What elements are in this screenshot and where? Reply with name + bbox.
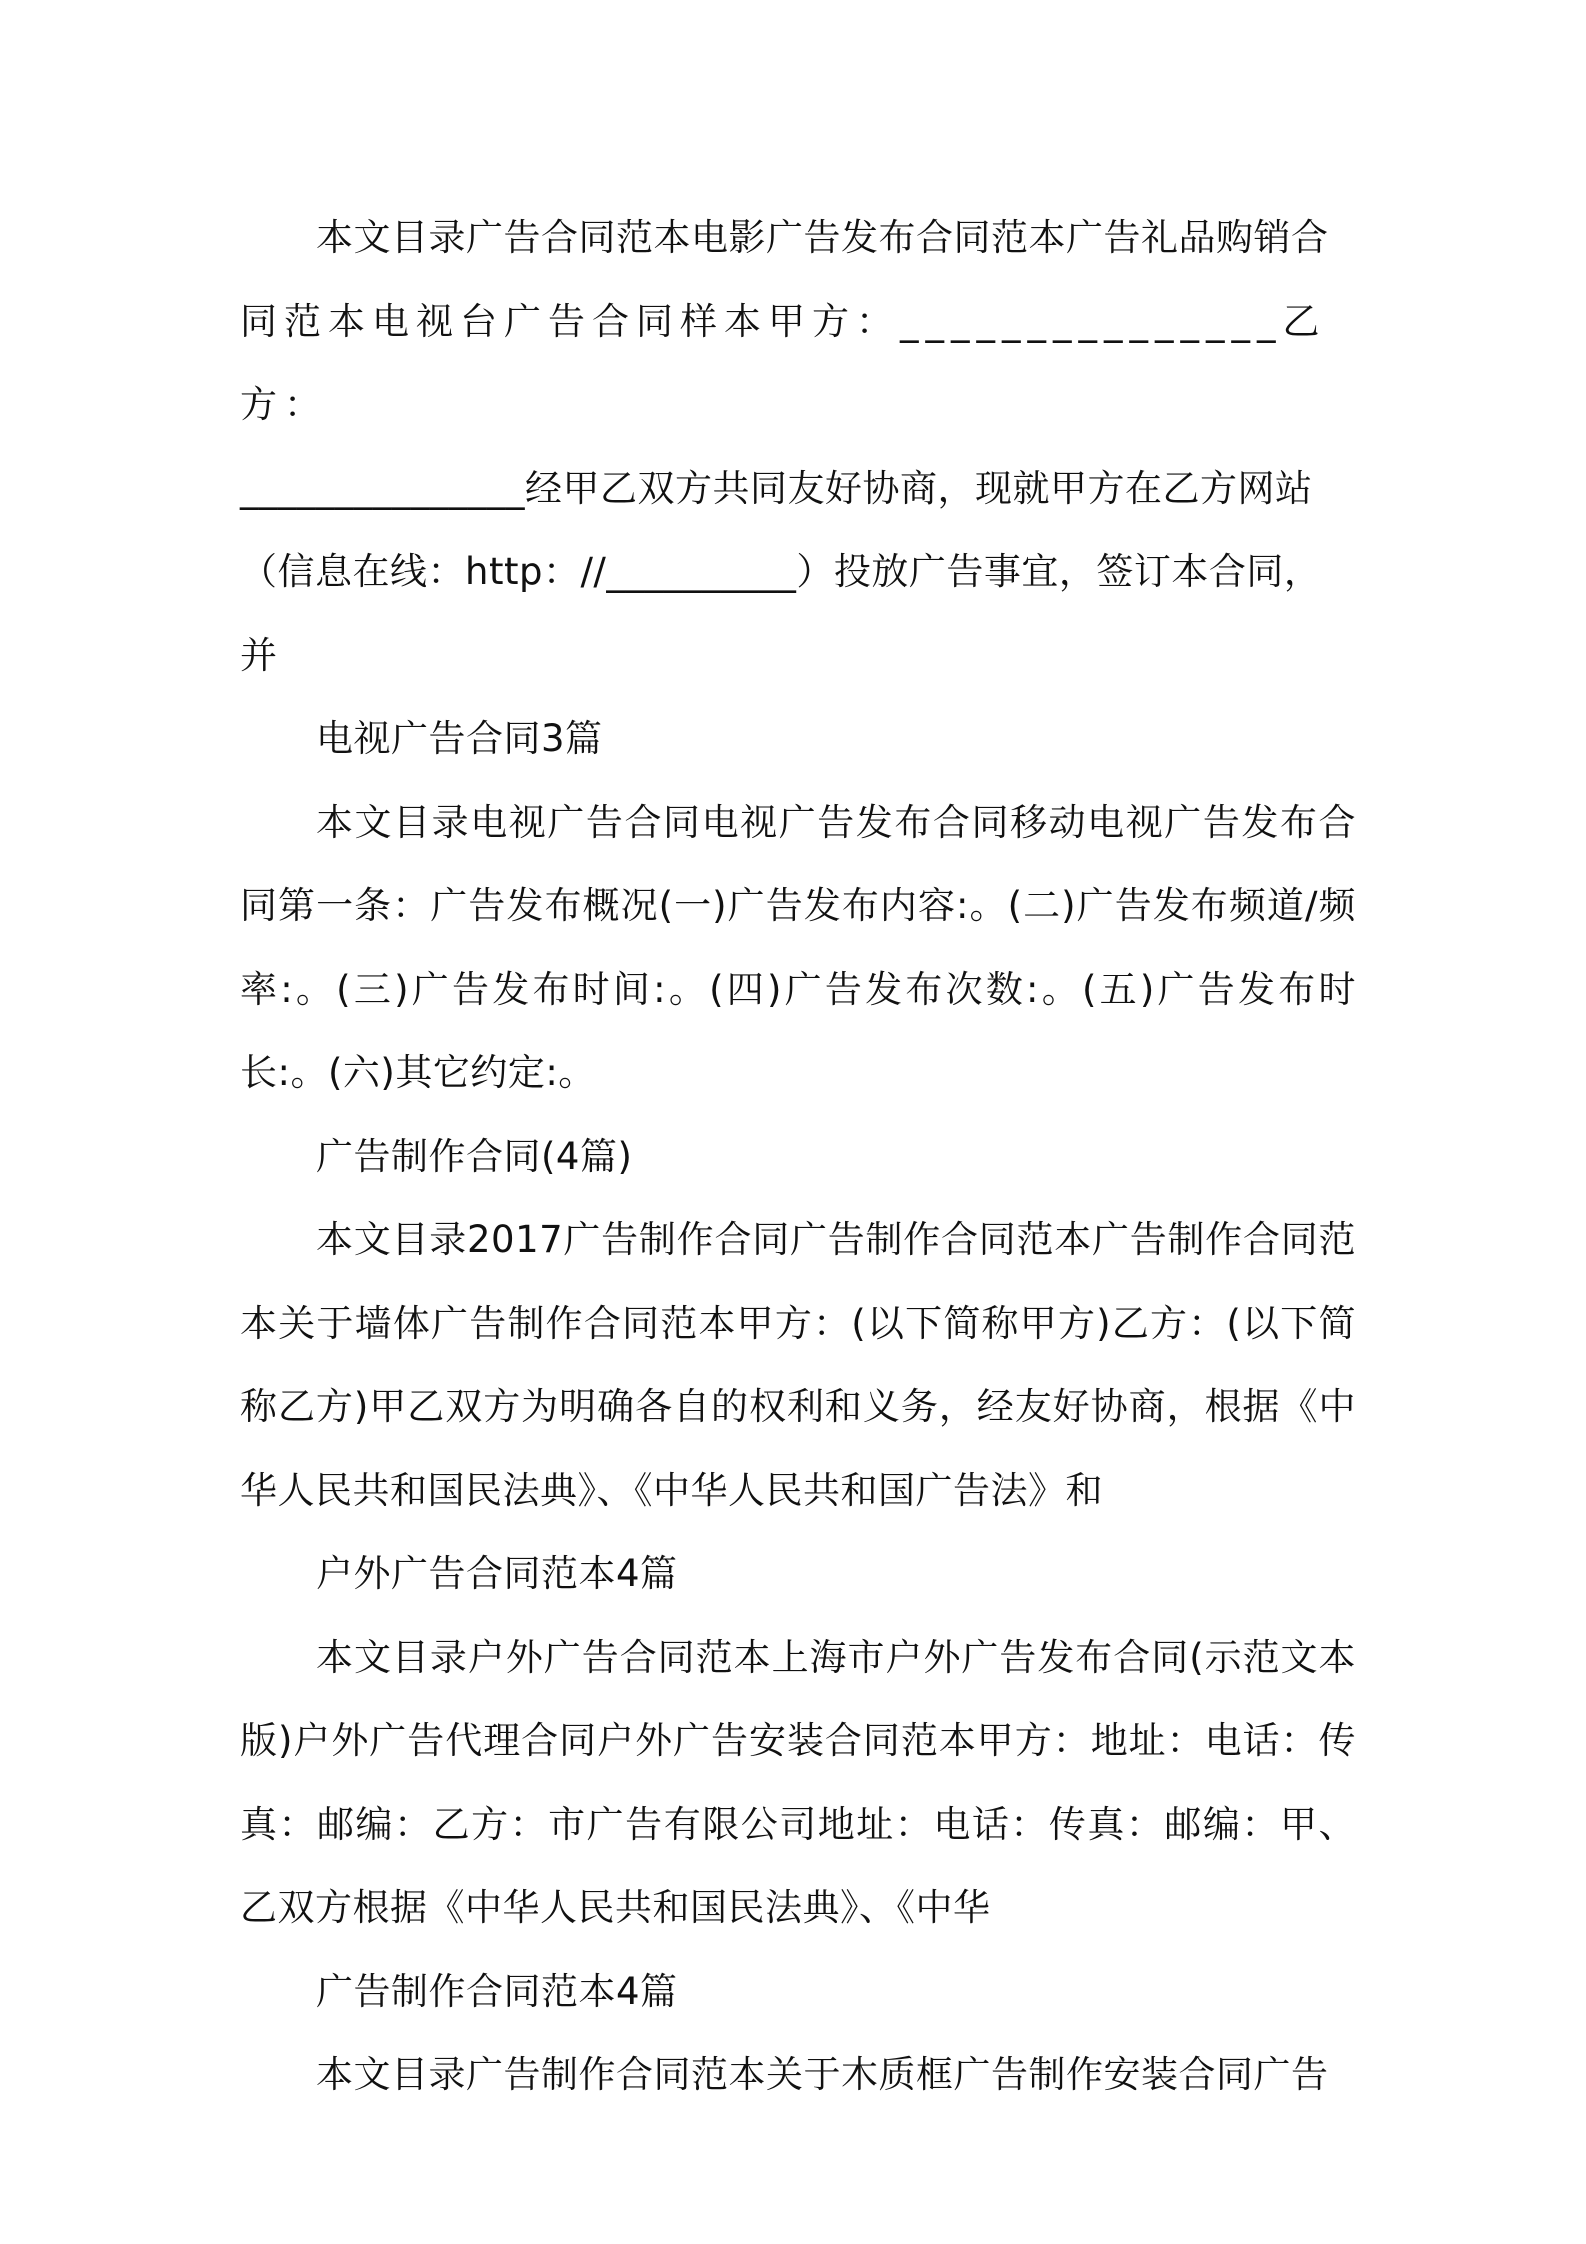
intro-line-5: 并 bbox=[240, 633, 278, 677]
section-heading: 广告制作合同范本4篇 bbox=[316, 1969, 678, 2013]
section-body: 本文目录广告制作合同范本关于木质框广告制作安装合同广告 bbox=[316, 2053, 1329, 2096]
section-heading: 电视广告合同3篇 bbox=[316, 717, 603, 760]
section-heading: 户外广告合同范本4篇 bbox=[316, 1552, 678, 1595]
section-body: 本文目录2017广告制作合同广告制作合同范本广告制作合同范本关于墙体广告制作合同范本甲方：(以下简称甲方)乙方：(以下简称乙方)甲乙双方为明确各自的权利和义务，经友好协商，根据《中华人民共和国民法典》、《中华人民共和国广告法》和 bbox=[240, 1218, 1356, 1512]
intro-line-4: （信息在线：http：//__________）投放广告事宜，签订本合同， bbox=[240, 550, 1322, 593]
section-body: 本文目录户外广告合同范本上海市户外广告发布合同(示范文本版)户外广告代理合同户外广告安装合同范本甲方：地址：电话：传真：邮编：乙方：市广告有限公司地址：电话：传真：邮编：甲、乙双方根据《中华人民共和国民法典》、《中华 bbox=[240, 1635, 1356, 1929]
intro-line-1: 本文目录广告合同范本电影广告发布合同范本广告礼品购销合 bbox=[316, 216, 1329, 259]
section-heading: 广告制作合同(4篇) bbox=[316, 1134, 633, 1178]
intro-line-2: 同范本电视台广告合同样本甲方：_______________乙方： bbox=[240, 299, 1327, 426]
intro-paragraph bbox=[240, 196, 1356, 697]
section-body: 本文目录电视广告合同电视广告发布合同移动电视广告发布合同第一条：广告发布概况(一)广告发布内容:。(二)广告发布频道/频率:。(三)广告发布时间:。(四)广告发布次数:。(五)广告发布时长:。(六)其它约定:。 bbox=[240, 800, 1356, 1094]
document-body bbox=[240, 196, 1356, 2117]
intro-line-3: _______________经甲乙双方共同友好协商，现就甲方在乙方网站 bbox=[240, 466, 1313, 510]
